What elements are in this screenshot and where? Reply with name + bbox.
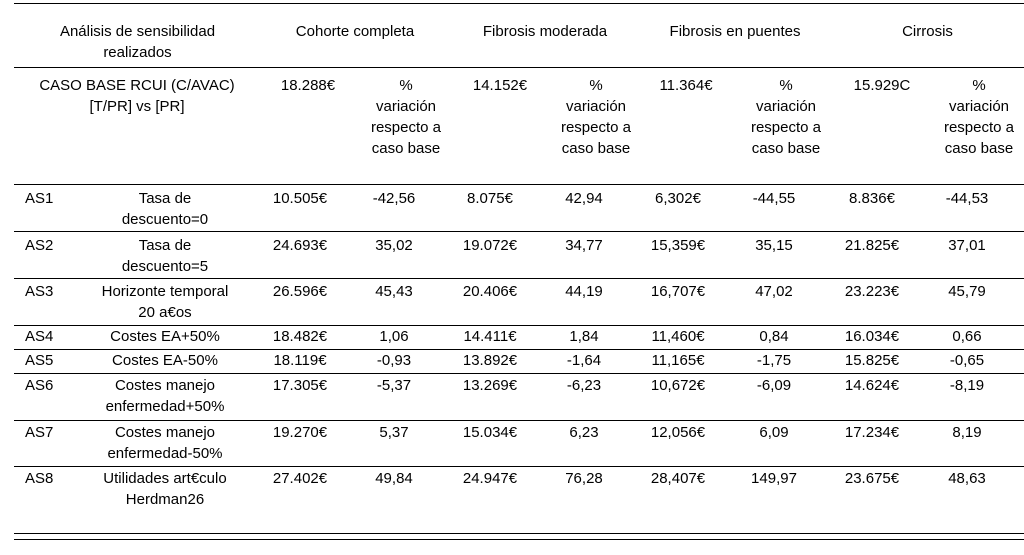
cell: 45,43	[375, 283, 413, 300]
base-value-3: 15.929C	[853, 77, 911, 94]
header-analysis: Análisis de sensibilidad realizados	[59, 23, 216, 61]
row-id: AS3	[25, 283, 54, 300]
row-id: AS2	[25, 237, 54, 254]
cell: 42,94	[565, 190, 603, 207]
row-id: AS4	[25, 328, 54, 345]
rule-header	[14, 67, 1024, 68]
cell: 15.034€	[462, 424, 518, 441]
base-pct-label-1: % variación respecto a caso base	[560, 77, 632, 157]
cell: 23.675€	[844, 470, 900, 487]
row-label: Horizonte temporal 20 a€os	[101, 283, 229, 321]
cell: -6,23	[566, 377, 602, 394]
cell: 23.223€	[844, 283, 900, 300]
cell: 16.034€	[844, 328, 900, 345]
cell: 27.402€	[272, 470, 328, 487]
cell: 49,84	[375, 470, 413, 487]
cell: 19.270€	[272, 424, 328, 441]
base-value-1: 14.152€	[472, 77, 528, 94]
cell: 48,63	[948, 470, 986, 487]
cell: 1,06	[379, 328, 409, 345]
cell: 1,84	[569, 328, 599, 345]
rule-as5	[14, 373, 1024, 374]
base-pct-label-0: % variación respecto a caso base	[370, 77, 442, 157]
cell: 45,79	[948, 283, 986, 300]
cell: 8.836€	[849, 190, 895, 207]
cell: 15,359€	[650, 237, 706, 254]
row-label: Tasa de descuento=0	[121, 190, 209, 228]
cell: 20.406€	[462, 283, 518, 300]
cell: 26.596€	[272, 283, 328, 300]
rule-base	[14, 184, 1024, 185]
cell: 11,165€	[651, 352, 705, 369]
cell: 6,302€	[655, 190, 701, 207]
cell: 6,23	[569, 424, 599, 441]
cell: -5,37	[376, 377, 412, 394]
cell: 35,15	[755, 237, 793, 254]
cell: 8,19	[952, 424, 982, 441]
cell: 18.482€	[272, 328, 328, 345]
header-group-0: Cohorte completa	[295, 23, 415, 40]
cell: 44,19	[565, 283, 603, 300]
cell: -1,75	[756, 352, 792, 369]
cell: 5,37	[379, 424, 409, 441]
cell: 24.693€	[272, 237, 328, 254]
cell: 19.072€	[462, 237, 518, 254]
cell: 0,84	[759, 328, 789, 345]
cell: -44,55	[752, 190, 796, 207]
cell: 14.624€	[844, 377, 900, 394]
cell: 13.269€	[462, 377, 518, 394]
cell: 17.234€	[844, 424, 900, 441]
cell: 37,01	[948, 237, 986, 254]
cell: 6,09	[759, 424, 789, 441]
row-label: Costes EA+50%	[110, 328, 220, 345]
rule-bottom-1	[14, 533, 1024, 534]
cell: 47,02	[755, 283, 793, 300]
cell: 10,672€	[650, 377, 706, 394]
row-id: AS8	[25, 470, 54, 487]
row-id: AS7	[25, 424, 54, 441]
cell: 12,056€	[650, 424, 706, 441]
cell: 35,02	[375, 237, 413, 254]
row-label: Costes EA-50%	[112, 352, 218, 369]
cell: 13.892€	[462, 352, 518, 369]
cell: 76,28	[565, 470, 603, 487]
row-label: Costes manejo enfermedad-50%	[107, 424, 223, 462]
cell: -8,19	[949, 377, 985, 394]
row-id: AS5	[25, 352, 54, 369]
base-pct-label-2: % variación respecto a caso base	[750, 77, 822, 157]
cell: -44,53	[945, 190, 989, 207]
base-label: CASO BASE RCUI (C/AVAC) [T/PR] vs [PR]	[39, 77, 235, 115]
cell: 17.305€	[272, 377, 328, 394]
rule-bottom-2	[14, 539, 1024, 540]
rule-top	[14, 3, 1024, 4]
base-value-2: 11.364€	[659, 77, 713, 94]
cell: -42,56	[372, 190, 416, 207]
cell: -0,93	[376, 352, 412, 369]
base-value-0: 18.288€	[280, 77, 336, 94]
cell: 28,407€	[650, 470, 706, 487]
cell: 18.119€	[273, 352, 327, 369]
cell: 8.075€	[467, 190, 513, 207]
rule-as6	[14, 420, 1024, 421]
cell: 21.825€	[844, 237, 900, 254]
cell: -1,64	[566, 352, 602, 369]
cell: -0,65	[949, 352, 985, 369]
rule-as2	[14, 278, 1024, 279]
row-label: Costes manejo enfermedad+50%	[105, 377, 225, 415]
row-id: AS6	[25, 377, 54, 394]
row-label: Utilidades art€culo Herdman26	[103, 470, 227, 508]
cell: 0,66	[952, 328, 982, 345]
rule-as1	[14, 231, 1024, 232]
cell: 24.947€	[462, 470, 518, 487]
header-group-2: Fibrosis en puentes	[669, 23, 801, 40]
cell: 15.825€	[844, 352, 900, 369]
header-group-1: Fibrosis moderada	[482, 23, 608, 40]
cell: -6,09	[756, 377, 792, 394]
cell: 10.505€	[272, 190, 328, 207]
row-id: AS1	[25, 190, 54, 207]
cell: 34,77	[565, 237, 603, 254]
rule-as7	[14, 466, 1024, 467]
cell: 14.411€	[463, 328, 517, 345]
cell: 149,97	[751, 470, 797, 487]
row-label: Tasa de descuento=5	[121, 237, 209, 275]
cell: 11,460€	[651, 328, 705, 345]
base-pct-label-3: % variación respecto a caso base	[943, 77, 1015, 157]
cell: 16,707€	[650, 283, 706, 300]
header-group-3: Cirrosis	[902, 23, 953, 40]
